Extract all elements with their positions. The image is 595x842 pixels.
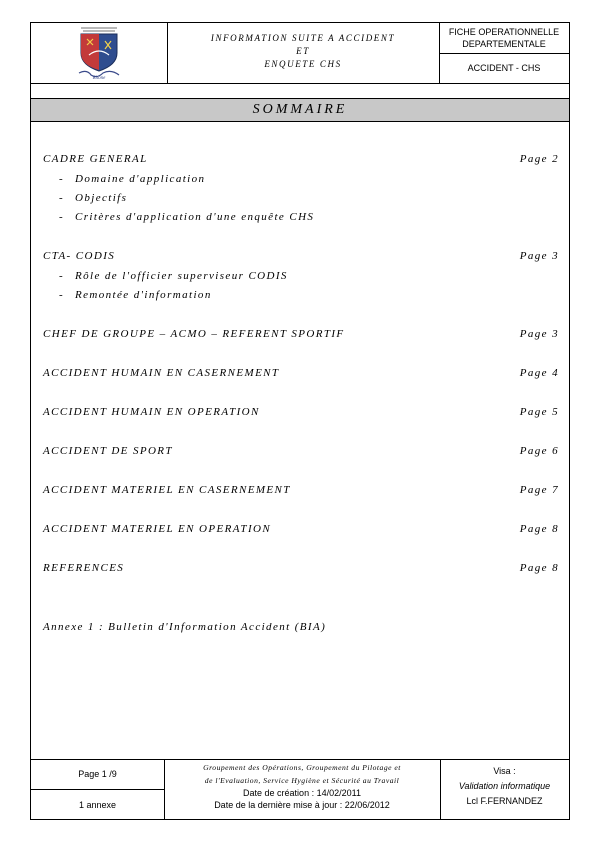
annex-count: 1 annexe (78, 800, 117, 810)
toc-entry-title: CTA- CODIS (43, 250, 116, 262)
toc-entry[interactable]: ACCIDENT MATERIEL EN OPERATION Page 8 (43, 523, 559, 535)
toc-entry[interactable]: ACCIDENT MATERIEL EN CASERNEMENT Page 7 (43, 484, 559, 496)
toc-entry[interactable]: CHEF DE GROUPE – ACMO – REFERENT SPORTIF Page 3 (43, 328, 559, 340)
svg-text:Rhône: Rhône (92, 76, 106, 81)
update-date: Date de la dernière mise à jour : 22/06/2012 (214, 800, 390, 810)
toc-entry-cta-codis[interactable] (43, 248, 559, 264)
toc-subitem[interactable]: - Remontée d'information (59, 289, 212, 301)
visa-label: Visa : (493, 766, 516, 776)
document-title (167, 23, 440, 83)
org-line-1: Groupement des Opérations, Groupement du Pilotage et (203, 763, 401, 772)
toc-subitem[interactable]: - Objectifs (59, 192, 128, 204)
sdis-logo (31, 23, 167, 83)
toc-entry-page: Page 3 (519, 250, 559, 262)
document-header (31, 23, 569, 84)
toc-annexe[interactable]: Annexe 1 : Bulletin d'Information Accident (BIA) (43, 621, 327, 633)
document-footer (31, 759, 569, 820)
toc-entry-cadre-general[interactable] (43, 151, 559, 167)
page-number: Page 1 /9 (31, 760, 164, 790)
toc-entry-page: Page 2 (519, 153, 559, 165)
sommaire-heading: SOMMAIRE (31, 98, 569, 122)
org-line-2: de l'Evaluation, Service Hygiène et Sécurité au Travail (204, 776, 400, 785)
toc-entry[interactable]: REFERENCES Page 8 (43, 562, 559, 574)
toc-entry[interactable]: ACCIDENT HUMAIN EN CASERNEMENT Page 4 (43, 367, 559, 379)
title-line-1: INFORMATION SUITE A ACCIDENT (210, 33, 396, 43)
toc-subitem[interactable]: - Domaine d'application (59, 173, 206, 185)
toc-entry[interactable]: ACCIDENT HUMAIN EN OPERATION Page 5 (43, 406, 559, 418)
subject-label: ACCIDENT - CHS (467, 63, 541, 73)
toc-entry[interactable]: ACCIDENT DE SPORT Page 6 (43, 445, 559, 457)
document-frame (30, 22, 570, 820)
fiche-line-1: FICHE OPERATIONNELLE (448, 27, 560, 37)
footer-organization (164, 760, 441, 820)
fiche-line-2: DEPARTEMENTALE (462, 39, 546, 49)
title-line-2: ET (296, 46, 310, 56)
toc-entry-title: CADRE GENERAL (43, 153, 148, 165)
footer-visa (440, 760, 569, 820)
title-line-3: ENQUETE CHS (264, 59, 342, 69)
footer-pagination (31, 760, 165, 820)
toc-subitem[interactable]: - Rôle de l'officier superviseur CODIS (59, 270, 288, 282)
validation-label: Validation informatique (458, 781, 551, 791)
toc-subitem[interactable]: - Critères d'application d'une enquête CHS (59, 211, 315, 223)
signatory-name: Lcl F.FERNANDEZ (466, 796, 543, 806)
fiche-type-cell (439, 23, 569, 83)
creation-date: Date de création : 14/02/2011 (243, 788, 361, 798)
logo-cell (31, 23, 168, 83)
